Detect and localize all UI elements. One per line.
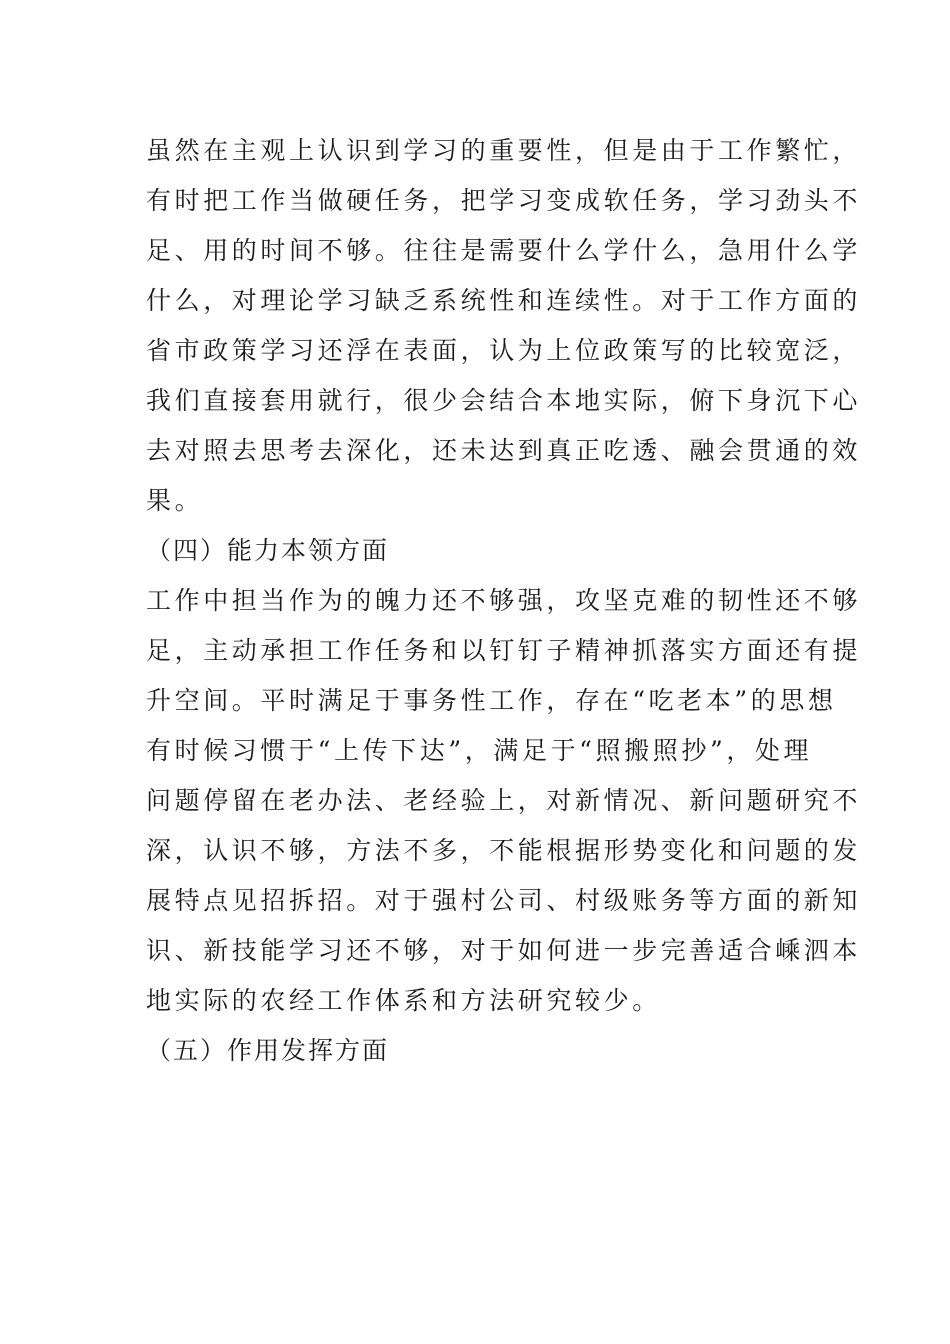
text-line: 虽然在主观上认识到学习的重要性，但是由于工作繁忙， [146, 136, 862, 165]
text-line: 地实际的农经工作体系和方法研究较少。 [146, 986, 661, 1015]
paragraph-learning [146, 126, 862, 526]
document-body [146, 126, 862, 1076]
text-line: 有时候习惯于“上传下达”，满足于“照搬照抄”，处理 [146, 736, 813, 765]
text-line: 识、新技能学习还不够，对于如何进一步完善适合嵊泗本 [146, 936, 862, 965]
text-line: 深，认识不够，方法不多，不能根据形势变化和问题的发 [146, 836, 862, 865]
text-line: 去对照去思考去深化，还未达到真正吃透、融会贯通的效 [146, 436, 862, 465]
text-line: 足，主动承担工作任务和以钉钉子精神抓落实方面还有提 [146, 636, 862, 665]
text-line: 工作中担当作为的魄力还不够强，攻坚克难的韧性还不够 [146, 586, 862, 615]
text-line: 升空间。平时满足于事务性工作，存在“吃老本”的思想 [146, 686, 837, 715]
text-line: 果。 [146, 486, 204, 515]
text-line: 省市政策学习还浮在表面，认为上位政策写的比较宽泛， [146, 336, 862, 365]
text-line: 我们直接套用就行，很少会结合本地实际，俯下身沉下心 [146, 386, 862, 415]
text-line: 什么，对理论学习缺乏系统性和连续性。对于工作方面的 [146, 286, 862, 315]
text-line: 有时把工作当做硬任务，把学习变成软任务，学习劲头不 [146, 186, 862, 215]
text-line: 问题停留在老办法、老经验上，对新情况、新问题研究不 [146, 786, 862, 815]
section-heading-role: （五）作用发挥方面 [146, 1036, 390, 1065]
text-line: 足、用的时间不够。往往是需要什么学什么，急用什么学 [146, 236, 862, 265]
text-line: 展特点见招拆招。对于强村公司、村级账务等方面的新知 [146, 886, 862, 915]
section-heading-ability: （四）能力本领方面 [146, 536, 390, 565]
paragraph-ability [146, 576, 862, 1026]
